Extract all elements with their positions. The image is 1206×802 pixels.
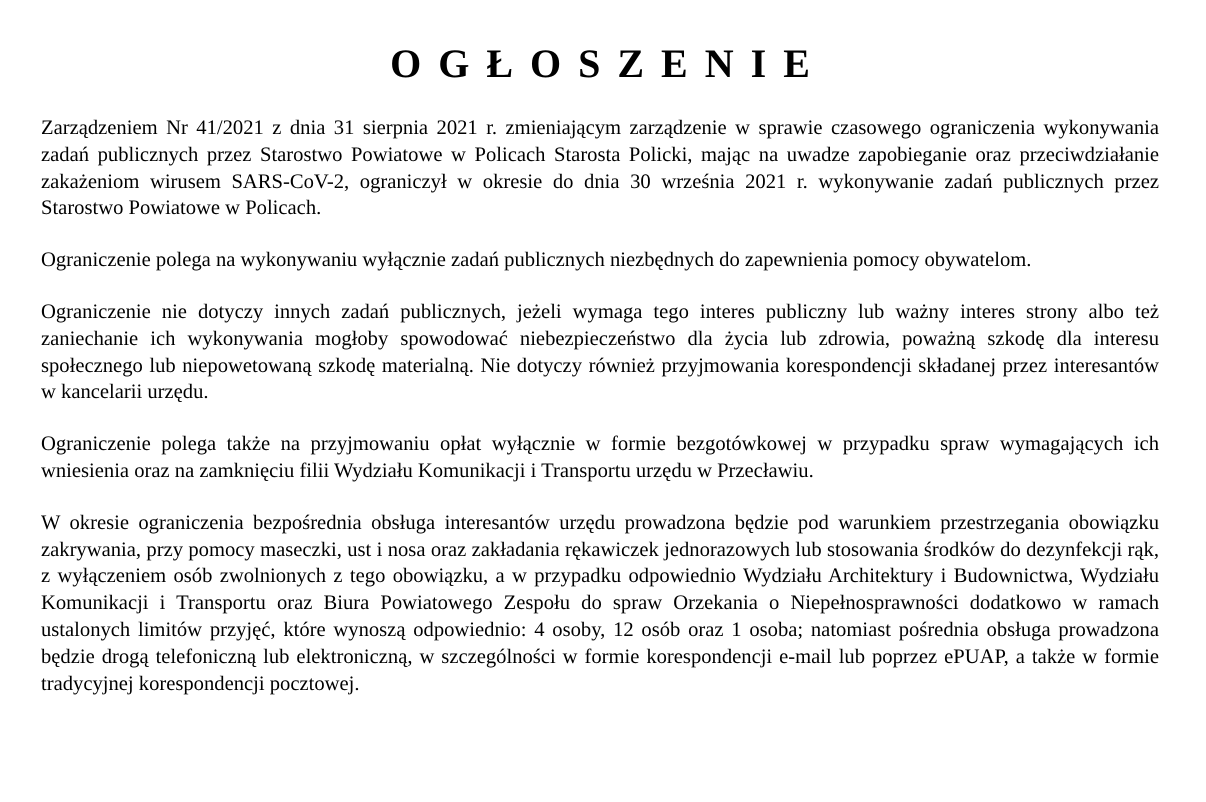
paragraph-scope-of-limitation: Ograniczenie polega na wykonywaniu wyłącznie zadań publicznych niezbędnych do zapewnienia pomocy obywatelom. xyxy=(41,249,1032,272)
document-title: OGŁOSZENIE xyxy=(390,41,827,86)
paragraph-payments-and-branch: Ograniczenie polega także na przyjmowaniu opłat wyłącznie w formie bezgotówkowej w przypadku spraw wymagających ich wniesienia oraz na zamknięciu filii Wydziału Komunikacji i Transportu urzędu w Przecławiu. xyxy=(41,433,1159,482)
announcement-document xyxy=(41,38,1159,722)
paragraph-exceptions: Ograniczenie nie dotyczy innych zadań publicznych, jeżeli wymaga tego interes publiczny lub ważny interes strony albo też zaniechanie ich wykonywania mogłoby spowodować niebezpieczeństwo dla życia lub zdrowia, poważną szkodę dla interesu społecznego lub niepowetowaną szkodę materialną. Nie dotyczy również przyjmowania korespondencji składanej przez interesantów w kancelarii urzędu. xyxy=(41,300,1159,404)
paragraph-customer-service-rules: W okresie ograniczenia bezpośrednia obsługa interesantów urzędu prowadzona będzie pod warunkiem przestrzegania obowiązku zakrywania, przy pomocy maseczki, ust i nosa oraz zakładania rękawiczek jednorazowych lub stosowania środków do dezynfekcji rąk, z wyłączeniem osób zwolnionych z tego obowiązku, a w przypadku odpowiednio Wydziału Architektury i Budownictwa, Wydziału Komunikacji i Transportu oraz Biura Powiatowego Zespołu do spraw Orzekania o Niepełnosprawności dodatkowo w ramach ustalonych limitów przyjęć, które wynoszą odpowiednio: 4 osoby, 12 osób oraz 1 osoba; natomiast pośrednia obsługa prowadzona będzie drogą telefoniczną lub elektroniczną, w szczególności w formie korespondencji e-mail lub poprzez ePUAP, a także w formie tradycyjnej korespondencji pocztowej. xyxy=(41,511,1159,695)
paragraph-order-summary: Zarządzeniem Nr 41/2021 z dnia 31 sierpnia 2021 r. zmieniającym zarządzenie w sprawie czasowego ograniczenia wykonywania zadań publicznych przez Starostwo Powiatowe w Policach Starosta Policki, mając na uwadze zapobieganie oraz przeciwdziałanie zakażeniom wirusem SARS-CoV-2, ograniczył w okresie do dnia 30 września 2021 r. wykonywanie zadań publicznych przez Starostwo Powiatowe w Policach. xyxy=(41,117,1159,220)
